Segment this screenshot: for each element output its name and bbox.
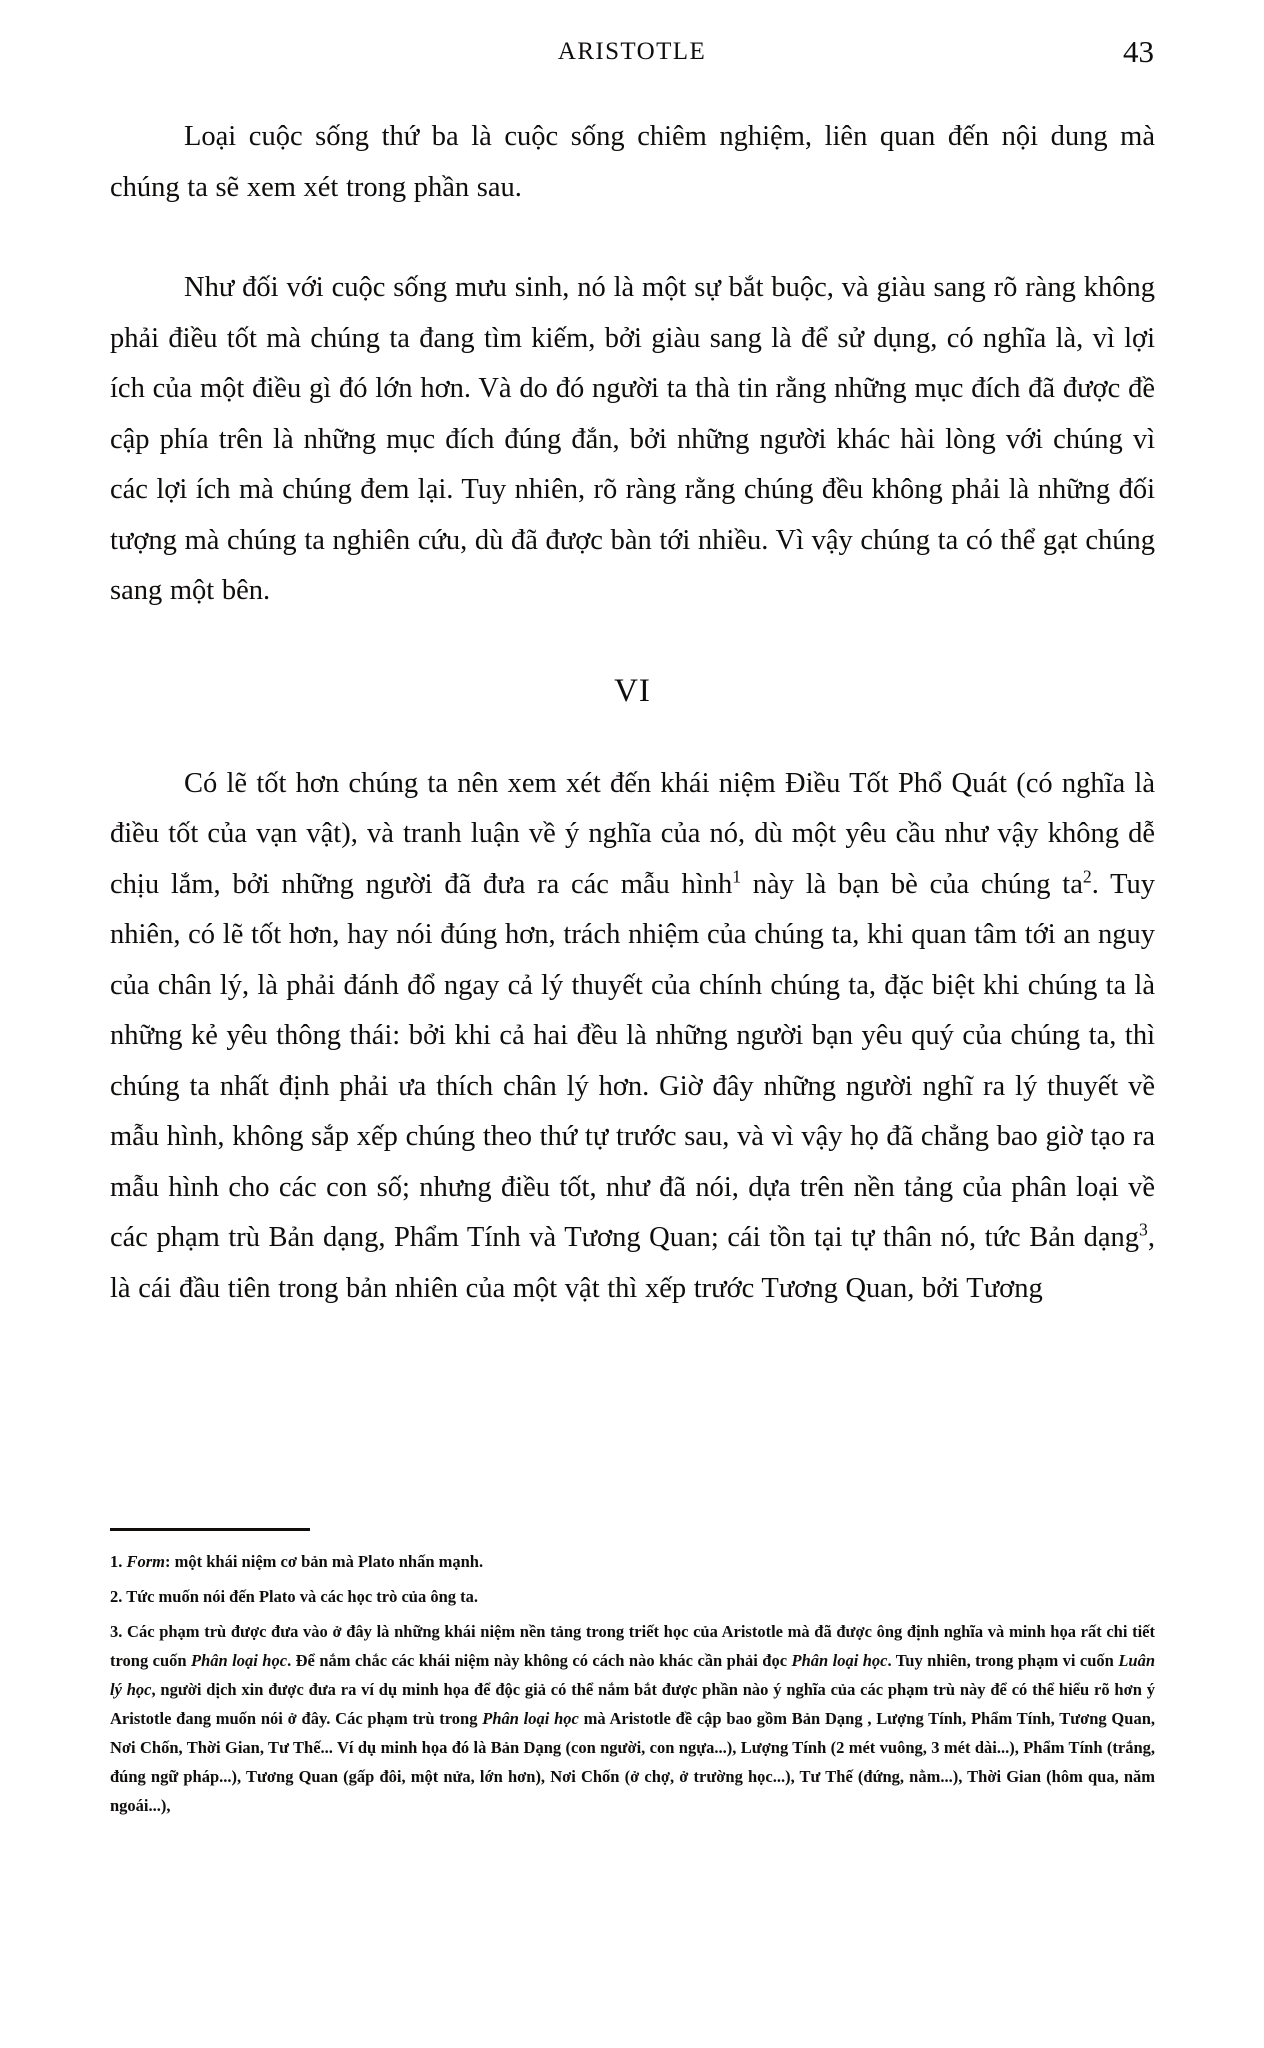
- footnote-2: [110, 1582, 1155, 1611]
- footnote-3: [110, 1617, 1155, 1820]
- paragraph-3-run-3: . Tuy nhiên, có lẽ tốt hơn, hay nói đúng hơn, trách nhiệm của chúng ta, khi quan tâm tới an nguy của chân lý, là phải đánh đổ ngay cả lý thuyết của chính chúng ta, đặc biệt khi chúng ta là những kẻ yêu thông thái: bởi khi cả hai đều là những người bạn yêu quý của chúng ta, thì chúng ta nhất định phải ưa thích chân lý hơn. Giờ đây những người nghĩ ra lý thuyết về mẫu hình, không sắp xếp chúng theo thứ tự trước sau, và vì vậy họ đã chẳng bao giờ tạo ra mẫu hình cho các con số; nhưng điều tốt, như đã nói, dựa trên nền tảng của phân loại về các phạm trù Bản dạng, Phẩm Tính và Tương Quan; cái tồn tại tự thân nó, tức Bản dạng: [110, 868, 1155, 1254]
- footnote-1-italic-term: Form: [126, 1552, 166, 1571]
- paragraph-3-run-2: này là bạn bè của chúng ta: [741, 868, 1083, 900]
- footnote-2-text: Tức muốn nói đến Plato và các học trò của ông ta.: [126, 1587, 479, 1606]
- section-numeral: VI: [614, 672, 651, 709]
- footnote-1: [110, 1547, 1155, 1576]
- footnote-1-number: 1.: [110, 1552, 123, 1571]
- paragraph-3-run-4: , là cái đầu tiên trong bản nhiên của một vật thì xếp trước Tương Quan, bởi Tương: [110, 1222, 1155, 1304]
- footnote-ref-1[interactable]: 1: [732, 866, 742, 887]
- running-head-title: ARISTOTLE: [557, 38, 707, 65]
- footnote-2-number: 2.: [110, 1587, 123, 1606]
- page-number: 43: [1123, 34, 1154, 69]
- footnote-ref-2[interactable]: 2: [1082, 866, 1092, 887]
- footnote-separator-rule: [110, 1528, 310, 1531]
- footnote-ref-3[interactable]: 3: [1139, 1219, 1148, 1240]
- footnote-3-text: Các phạm trù được đưa vào ở đây là những khái niệm nền tảng trong triết học của Aristotle mà đã được ông định nghĩa và minh họa rất chi tiết trong cuốn Phân loại học. Để nắm chắc các khái niệm này không có cách nào khác cần phải đọc Phân loại học. Tuy nhiên, trong phạm vi cuốn Luân lý học, người dịch xin được đưa ra ví dụ minh họa để độc giả có thể nắm bắt được phần nào ý nghĩa của các phạm trù này để có thể hiểu rõ hơn ý Aristotle đang muốn nói ở đây. Các phạm trù trong Phân loại học mà Aristotle đề cập bao gồm Bản Dạng , Lượng Tính, Phẩm Tính, Tương Quan, Nơi Chốn, Thời Gian, Tư Thế... Ví dụ minh họa đó là Bản Dạng (con người, con ngựa...), Lượng Tính (2 mét vuông, 3 mét dài...), Phẩm Tính (trắng, đúng ngữ pháp...), Tương Quan (gấp đôi, một nửa, lớn hơn), Nơi Chốn (ở chợ, ở trường học...), Tư Thế (đứng, nằm...), Thời Gian (hôm qua, năm ngoái...),: [110, 1622, 1156, 1815]
- paragraph-1: Loại cuộc sống thứ ba là cuộc sống chiêm nghiệm, liên quan đến nội dung mà chúng ta sẽ xem xét trong phần sau.: [110, 121, 1155, 203]
- running-head: [110, 30, 1154, 74]
- paragraph-3-run-1: Có lẽ tốt hơn chúng ta nên xem xét đến khái niệm Điều Tốt Phổ Quát (có nghĩa là điều tốt của vạn vật), và tranh luận về ý nghĩa của nó, dù một yêu cầu như vậy không dễ chịu lắm, bởi những người đã đưa ra các mẫu hình: [110, 767, 1155, 900]
- footnotes-area: [110, 1528, 1155, 1826]
- footnote-1-text: : một khái niệm cơ bản mà Plato nhấn mạnh.: [165, 1552, 484, 1571]
- body-text: [110, 112, 1155, 1314]
- paragraph-2: Như đối với cuộc sống mưu sinh, nó là một sự bắt buộc, và giàu sang rõ ràng không phải điều tốt mà chúng ta đang tìm kiếm, bởi giàu sang là để sử dụng, có nghĩa là, vì lợi ích của một điều gì đó lớn hơn. Và do đó người ta thà tin rằng những mục đích đã được đề cập phía trên là những mục đích đúng đắn, bởi những người khác hài lòng với chúng vì các lợi ích mà chúng đem lại. Tuy nhiên, rõ ràng rằng chúng đều không phải là những đối tượng mà chúng ta nghiên cứu, dù đã được bàn tới nhiều. Vì vậy chúng ta có thể gạt chúng sang một bên.: [110, 272, 1155, 606]
- paragraph-3: [110, 759, 1155, 1315]
- footnote-3-number: 3.: [110, 1622, 123, 1641]
